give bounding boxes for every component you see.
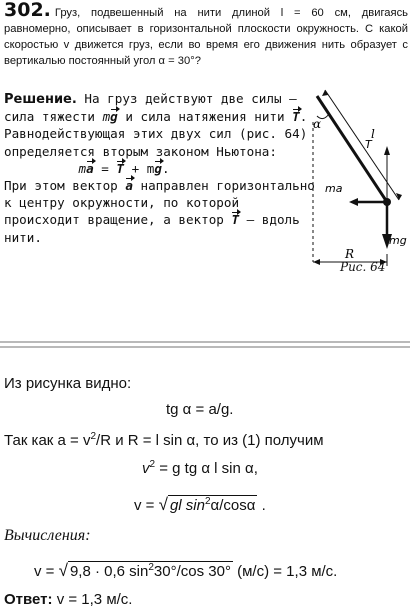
label-alpha: α	[313, 117, 322, 131]
eq2-exp: 2	[149, 459, 156, 470]
calc-radicand	[68, 561, 233, 580]
eq-vector-g: g	[154, 160, 162, 176]
intro-line: Из рисунка видно:	[4, 375, 132, 392]
label-R: R	[345, 247, 355, 261]
eq-vector-T: T	[116, 160, 124, 176]
eq-equals: =	[93, 160, 117, 176]
eq2-rest: = g tg α l sin α,	[155, 460, 258, 477]
equation-tg: tg α = a/g.	[166, 401, 234, 418]
calc-lhs: v =	[34, 563, 59, 580]
vector-T: T	[231, 212, 240, 228]
solution-text: При этом вектор	[4, 178, 126, 194]
eq3-end: .	[257, 497, 266, 514]
eq-plus: + m	[124, 160, 155, 176]
page-divider	[0, 341, 410, 343]
eq3-text: gl sin	[169, 497, 205, 514]
label-l: l	[371, 127, 375, 141]
eq3-radicand	[168, 495, 257, 514]
newton-equation: ma = T + mg.	[78, 160, 170, 176]
figure-caption: Рис. 64	[340, 260, 386, 274]
since-text: Так как a = v	[4, 432, 91, 449]
equation-v	[134, 495, 266, 515]
eq3-lhs: v =	[134, 497, 159, 514]
since-text: /R и R = l sin α, то из (1) получим	[96, 432, 324, 449]
label-T: T	[365, 138, 372, 151]
figure-64	[305, 84, 410, 284]
solution-text: На груз действуют две силы — сила тяжести	[4, 91, 297, 125]
answer-value: v = 1,3 м/с.	[52, 591, 133, 608]
vector-g: g	[110, 109, 118, 125]
eq3-text: α/cosα	[210, 497, 256, 514]
label-ma: ma	[325, 182, 343, 195]
eq-vector-a: a	[86, 160, 94, 176]
calculation-line	[34, 561, 337, 581]
sqrt-symbol: √	[58, 561, 68, 580]
since-exp: 2	[90, 431, 97, 442]
eq-mass: m	[78, 160, 87, 176]
since-line	[4, 431, 324, 449]
solution-text: направлен горизонтально к центру окружности, по которой происходит вращение, а вектор	[4, 178, 315, 228]
problem-statement	[4, 2, 408, 69]
answer-line	[4, 591, 132, 608]
eq2-v: v	[142, 460, 150, 477]
answer-label: Ответ:	[4, 591, 53, 608]
solution-text: и сила натяжения нити	[117, 109, 293, 125]
problem-text: Груз, подвешенный на нити длиной l = 60 см, двигаясь равномерно, описывает в горизонтальной плоскости окружность. С какой скоростью v движется груз, если во время его движения нить образует с вертикалью постоянный угол α = 30°?	[4, 7, 408, 67]
calc-text: 9,8 · 0,6 sin	[69, 563, 149, 580]
mass-symbol: m	[102, 109, 111, 125]
calc-exp: 2	[148, 562, 154, 573]
vector-a: a	[125, 178, 133, 194]
calculations-label: Вычисления:	[4, 527, 91, 544]
calc-text: 30°/cos 30°	[153, 563, 231, 580]
pendulum-diagram	[305, 84, 410, 269]
solution-heading: Решение.	[4, 92, 77, 107]
solution-text: . Равнодействующая этих двух сил (рис. 64) определяется вторым законом Ньютона:	[4, 109, 308, 159]
equation-v-squared	[142, 459, 258, 477]
vector-T: T	[292, 109, 300, 125]
sqrt-symbol: √	[158, 495, 168, 514]
problem-number: 302.	[4, 0, 51, 21]
solution-block	[4, 90, 318, 246]
solution-text: — вдоль нити.	[4, 212, 300, 245]
label-mg: mg	[389, 234, 407, 247]
calc-result: (м/с) = 1,3 м/с.	[232, 563, 338, 580]
eq3-exp: 2	[204, 496, 211, 507]
page-divider	[0, 346, 410, 348]
